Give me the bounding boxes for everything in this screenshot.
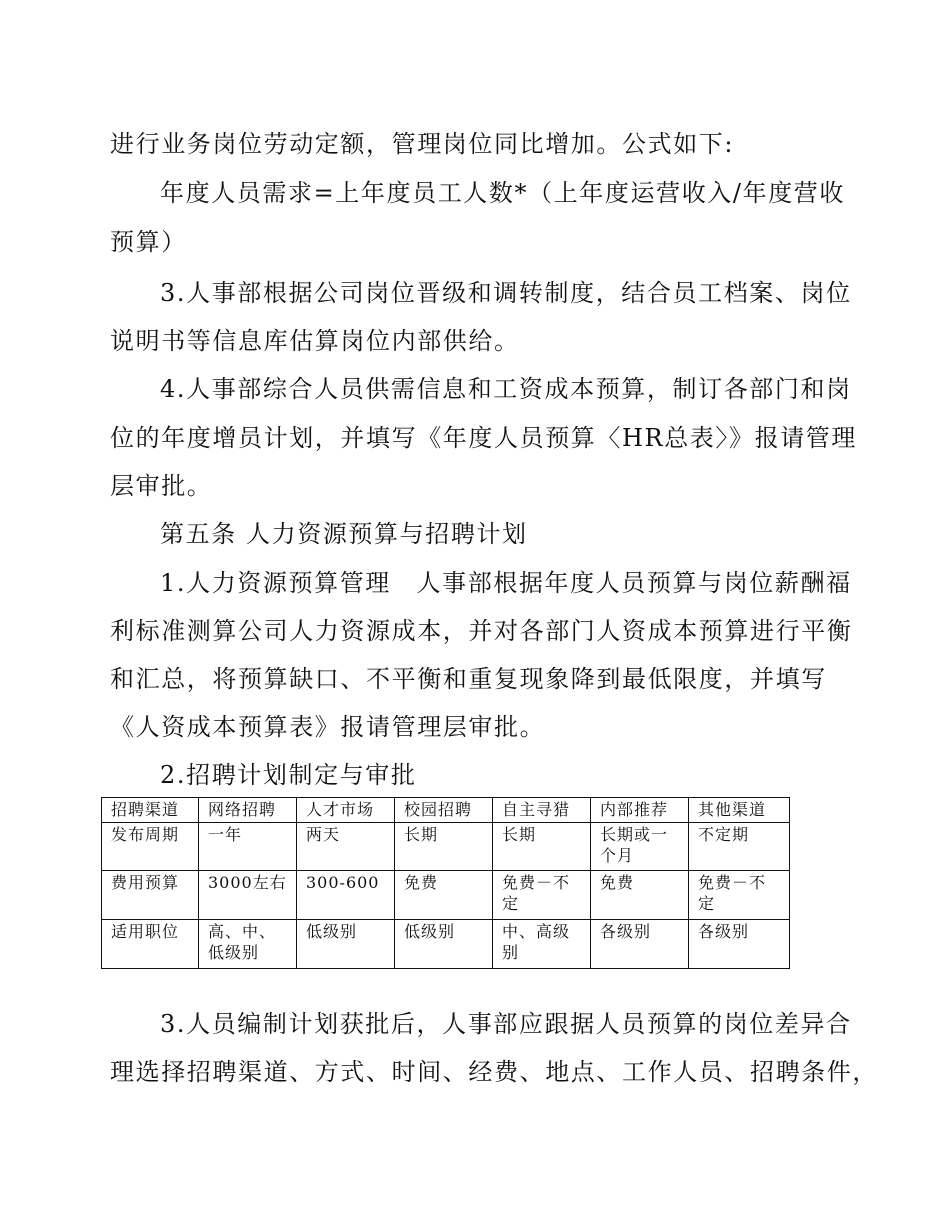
table-cell: 3000左右: [199, 871, 297, 920]
table-header-cell: 招聘渠道: [102, 798, 199, 823]
table-cell: 两天: [297, 823, 395, 871]
table-cell: 一年: [199, 823, 297, 871]
article-heading: 第五条 人力资源预算与招聘计划: [160, 520, 528, 548]
paragraph-budget-cont2: 和汇总，将预算缺口、不平衡和重复现象降到最低限度，并填写: [110, 665, 827, 693]
table-cell: 低级别: [297, 920, 395, 969]
formula-line-cont: 预算）: [110, 228, 187, 256]
table-header-cell: 人才市场: [297, 798, 395, 823]
table-cell: 免费－不定: [493, 871, 591, 920]
table-header-cell: 其他渠道: [689, 798, 790, 823]
table-cell: 免费: [395, 871, 493, 920]
paragraph-item-4-cont2: 层审批。: [110, 472, 213, 500]
table-cell: 中、高级别: [493, 920, 591, 969]
table-cell: 高、中、低级别: [199, 920, 297, 969]
table-cell: 免费－不定: [689, 871, 790, 920]
paragraph-recruit-plan: 2.招聘计划制定与审批: [160, 761, 417, 789]
formula-line: 年度人员需求=上年度员工人数*（上年度运营收入/年度营收: [160, 179, 845, 207]
table-cell: 适用职位: [102, 920, 199, 969]
table-header-row: [102, 798, 790, 823]
table-header-cell: 校园招聘: [395, 798, 493, 823]
table-cell: 长期: [493, 823, 591, 871]
table-header-cell: 自主寻猎: [493, 798, 591, 823]
table-header-cell: 内部推荐: [591, 798, 689, 823]
table-cell: 免费: [591, 871, 689, 920]
paragraph-item-3-staffing: 3.人员编制计划获批后，人事部应跟据人员预算的岗位差异合: [160, 1010, 852, 1038]
paragraph-item-3: 3.人事部根据公司岗位晋级和调转制度，结合员工档案、岗位: [160, 279, 852, 307]
paragraph-budget-cont1: 利标准测算公司人力资源成本，并对各部门人资成本预算进行平衡: [110, 617, 853, 645]
table-row: [102, 871, 790, 920]
table-cell: 长期: [395, 823, 493, 871]
table-row: [102, 920, 790, 969]
paragraph-budget: 1.人力资源预算管理 人事部根据年度人员预算与岗位薪酬福: [160, 569, 852, 597]
table-cell: 低级别: [395, 920, 493, 969]
table-cell: 不定期: [689, 823, 790, 871]
table-cell: 300-600: [297, 871, 395, 920]
table-cell: 费用预算: [102, 871, 199, 920]
table-cell: 各级别: [591, 920, 689, 969]
table-row: [102, 823, 790, 871]
table-cell: 各级别: [689, 920, 790, 969]
paragraph-budget-cont3: 《人资成本预算表》报请管理层审批。: [110, 713, 546, 741]
recruitment-channel-table: [101, 797, 790, 969]
paragraph-item-3-staffing-cont: 理选择招聘渠道、方式、时间、经费、地点、工作人员、招聘条件，: [110, 1058, 878, 1086]
table-header-cell: 网络招聘: [199, 798, 297, 823]
paragraph-item-3-cont: 说明书等信息库估算岗位内部供给。: [110, 327, 520, 355]
paragraph-item-4-cont1: 位的年度增员计划，并填写《年度人员预算〈HR总表〉》报请管理: [110, 424, 857, 452]
paragraph-item-4: 4.人事部综合人员供需信息和工资成本预算，制订各部门和岗: [160, 375, 852, 403]
table-cell: 长期或一个月: [591, 823, 689, 871]
paragraph-formula-intro: 进行业务岗位劳动定额，管理岗位同比增加。公式如下:: [110, 130, 735, 158]
table-cell: 发布周期: [102, 823, 199, 871]
